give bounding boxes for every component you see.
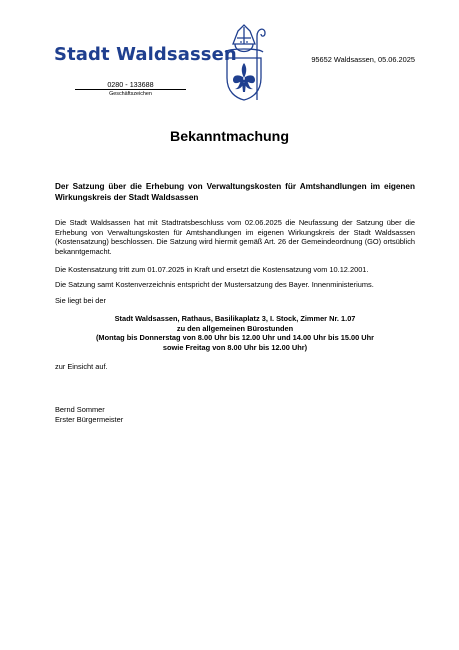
- signer-title: Erster Bürgermeister: [55, 414, 124, 424]
- signer-name: Bernd Sommer: [55, 405, 105, 414]
- city-coat-of-arms-icon: [219, 22, 269, 102]
- file-number-divider: [75, 89, 186, 90]
- inspection-location-line: zu den allgemeinen Bürostunden: [176, 323, 294, 333]
- paragraph-inspection: zur Einsicht auf.: [55, 362, 108, 371]
- city-name-logo: Stadt Waldsassen: [54, 44, 237, 65]
- paragraph-effective-date: Die Kostensatzung tritt zum 01.07.2025 in Kraft und ersetzt die Kostensatzung vom 10.12.2001.: [55, 265, 369, 274]
- document-title: Bekanntmachung: [169, 129, 290, 145]
- inspection-location-block: [55, 314, 415, 352]
- inspection-location-line: sowie Freitag von 8.00 Uhr bis 12.00 Uhr): [162, 342, 308, 352]
- inspection-location-line: (Montag bis Donnerstag von 8.00 Uhr bis 12.00 Uhr und 14.00 Uhr bis 15.00 Uhr: [95, 333, 375, 343]
- file-reference: [75, 80, 186, 98]
- file-number-caption: Geschäftszeichen: [109, 91, 152, 97]
- inspection-location-line: Stadt Waldsassen, Rathaus, Basilikaplatz 3, I. Stock, Zimmer Nr. 1.07: [114, 314, 356, 323]
- paragraph-availability: Sie liegt bei der: [55, 296, 106, 305]
- place-and-date: 95652 Waldsassen, 05.06.2025: [311, 55, 415, 64]
- paragraph-model-statute: Die Satzung samt Kostenverzeichnis entspricht der Mustersatzung des Bayer. Innenministeriums.: [55, 280, 374, 289]
- signature-block: [55, 405, 123, 424]
- paragraph-resolution: Die Stadt Waldsassen hat mit Stadtratsbeschluss vom 02.06.2025 die Neufassung der Satzung über die Erhebung von Verwaltungskosten für Amtshandlungen im eigenen Wirkungskreis der Stadt Waldsassen (Kostensatzung) beschlossen. Die Satzung wird hiermit gemäß Art. 26 der Gemeindeordnung (GO) ortsüblich bekanntgemacht.: [55, 218, 415, 256]
- document-subject: Der Satzung über die Erhebung von Verwaltungskosten für Amtshandlungen im eigenen Wirkungskreis der Stadt Waldsassen: [55, 182, 415, 202]
- file-number: 0280 - 133688: [107, 80, 154, 89]
